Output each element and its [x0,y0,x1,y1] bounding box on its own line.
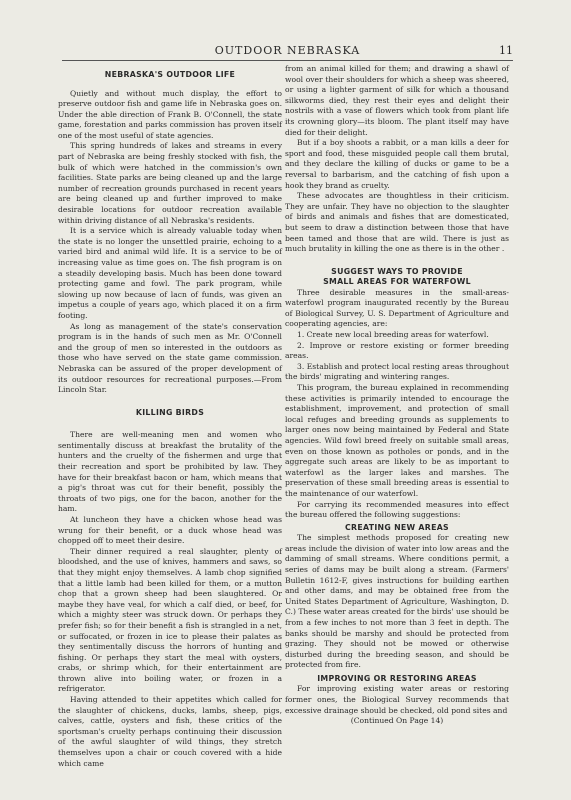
list-item: 2. Improve or restore existing or former breeding areas. [285,340,509,361]
paragraph: As long as management of the state's conservation program is in the hands of such men as Mr. O'Connell and the group of men so interested in the outdoors as those who have served on the state game commission. Nebraska can be assured of the proper development of its outdoor resources for recreational purposes.—From Lincoln Star. [58,321,282,395]
list-item: 1. Create new local breeding areas for waterfowl. [297,330,489,340]
article-heading-killing-birds: KILLING BIRDS [135,407,205,417]
paragraph: Their dinner required a real slaughter, plenty of bloodshed, and the use of knives, hammers and saws, so that they might enjoy themselves. A lamb chop signified that a little lamb had been killed for them, or a mutton chop that a grown sheep had been slaughtered. Or maybe they have veal, for which a calf died, or beef, for which a mighty steer was struck down. Or perhaps they prefer fish; so for their benefit a fish is strangled in a net, or suffocated, or frozen in ice to please their palates as they sentimentally discuss the horrors of hunting and fishing. Or perhaps they start the meal with oysters, crabs, or shrimp which, for their entertainment are thrown alive into boiling water, or frozen in a refrigerator. [58,546,282,694]
page-number: 11 [499,44,513,57]
paragraph: from an animal killed for them; and drawing a shawl of wool over their shoulders for which a sheep was sheered, or using a lighter garment of silk for which a thousand silkworms died, they rest their eyes and delight their nostrils with a vase of flowers which took from plant life its crowning glory—its bloom. The plant itself may have died for their delight. [285,64,509,137]
paragraph: But if a boy shoots a rabbit, or a man kills a deer for sport and food, these misguided people call them brutal, and they declare the killing of ducks or game to be a reversal to barbarism, and the catching of fish upon a hook they brand as cruelty. [285,138,509,190]
paragraph: Quietly and without much display, the effort to preserve outdoor fish and game life in Nebraska goes on. Under the able direction of Frank B. O'Connell, the state game, forestation and parks commission has proven itself one of the most useful of state agencies. [58,88,282,140]
left-column [58,64,282,769]
paragraph: There are well-meaning men and women who sentimentally discuss at breakfast the brutality of the hunters and the cruelty of the fishermen and urge that their recreation and sport be prohibited by law. They have for their breakfast bacon or ham, which means that a pig's throat was cut for their benefit, possibly the throats of two pigs, one for the bacon, another for the ham. [58,430,282,514]
paragraph: These advocates are thoughtless in their criticism. They are unfair. They have no objection to the slaughter of birds and animals and fishes that are domesticated, but seem to draw a distinction between those that have been tamed and those that are wild. There is just as much brutality in killing the one as there is in the other . [285,191,509,254]
right-column [285,64,509,727]
article-heading-outdoor-life: NEBRASKA'S OUTDOOR LIFE [104,70,236,79]
subheading-creating-new-areas: CREATING NEW AREAS [345,522,449,532]
article-heading-waterfowl-line1: SUGGEST WAYS TO PROVIDE [331,266,463,276]
paragraph: It is a service which is already valuable today when the state is no longer the unsettled prairie, echoing to a varied bird and animal wild life. It is a service to be of increasing value as time goes on. The fish program is on a steadily developing basis. Much has been done toward protecting game and fowl. The park program, while slowing up now because of lacn of funds, was given an impetus a couple of years ago, which placed it on a firm footing. [58,226,282,320]
paragraph: For carrying its recommended measures into effect the bureau offered the following suggestions: [285,499,509,520]
paragraph: Having attended to their appetites which called for the slaughter of chickens, ducks, lambs, sheep, pigs, calves, cattle, oysters and fish, these critics of the sportsman's cruelty perhaps continuing their discussion of the awful slaughter of wild things, they stretch themselves upon a chair or couch covered with a hide which came [58,695,282,768]
continued-note: (Continued On Page 14) [350,716,444,726]
article-heading-waterfowl-line2: SMALL AREAS FOR WATERFOWL [323,277,471,287]
paragraph: At luncheon they have a chicken whose head was wrung for their benefit, or a duck whose head was chopped off to meet their desire. [58,514,282,546]
subheading-improving-areas: IMPROVING OR RESTORING AREAS [317,673,477,683]
header-rule [62,60,513,61]
paragraph: Three desirable measures in the small-areas-waterfowl program inaugurated recently by the Bureau of Biological Survey, U. S. Department of Agriculture and cooperating agencies, are: [285,287,509,329]
paragraph: For improving existing water areas or restoring former ones, the Biological Survey recommends that excessive drainage should be checked, old pond sites and [285,684,509,715]
paragraph: The simplest methods proposed for creating new areas include the division of water into low areas and the damming of small streams. Where conditions permit, a series of dams may be built along a stream. (Farmers' Bulletin 1612-F, gives instructions for building earthen and other dams, and may be obtained free from the United States Department of Agriculture, Washington, D. C.) These water areas created for the birds' use should be from a few inches to not more than 3 feet in depth. The banks should be marshy and should be protected from grazing. They should not be mowed or otherwise disturbed during the breeding season, and should be protected from fire. [285,533,509,670]
list-item: 3. Establish and protect local resting areas throughout the birds' migrating and wintering ranges. [285,361,509,382]
paragraph: This program, the bureau explained in recommending these activities is primarily intended to encourage the establishment, improvement, and protection of small local refuges and breeding grounds as supplements to larger ones now being maintained by Federal and State agencies. Wild fowl breed freely on suitable small areas, even on those known as potholes or ponds, and in the aggregate such areas are likely to be as important to waterfowl as the larger lakes and marshes. The preservation of these small breeding areas is essential to the maintenance of our waterfowl. [285,383,509,498]
paragraph: This spring hundreds of lakes and streams in every part of Nebraska are being freshly stocked with fish, the bulk of which were hatched in the commission's own facilities. State parks are being cleaned up and the large number of recreation grounds purchased in recent years are being cleaned up and further improved to make desirable locations for outdoor recreation available within driving distance of all Nebraska's residents. [58,141,282,225]
running-title: OUTDOOR NEBRASKA [214,44,361,57]
page-header [62,44,513,60]
